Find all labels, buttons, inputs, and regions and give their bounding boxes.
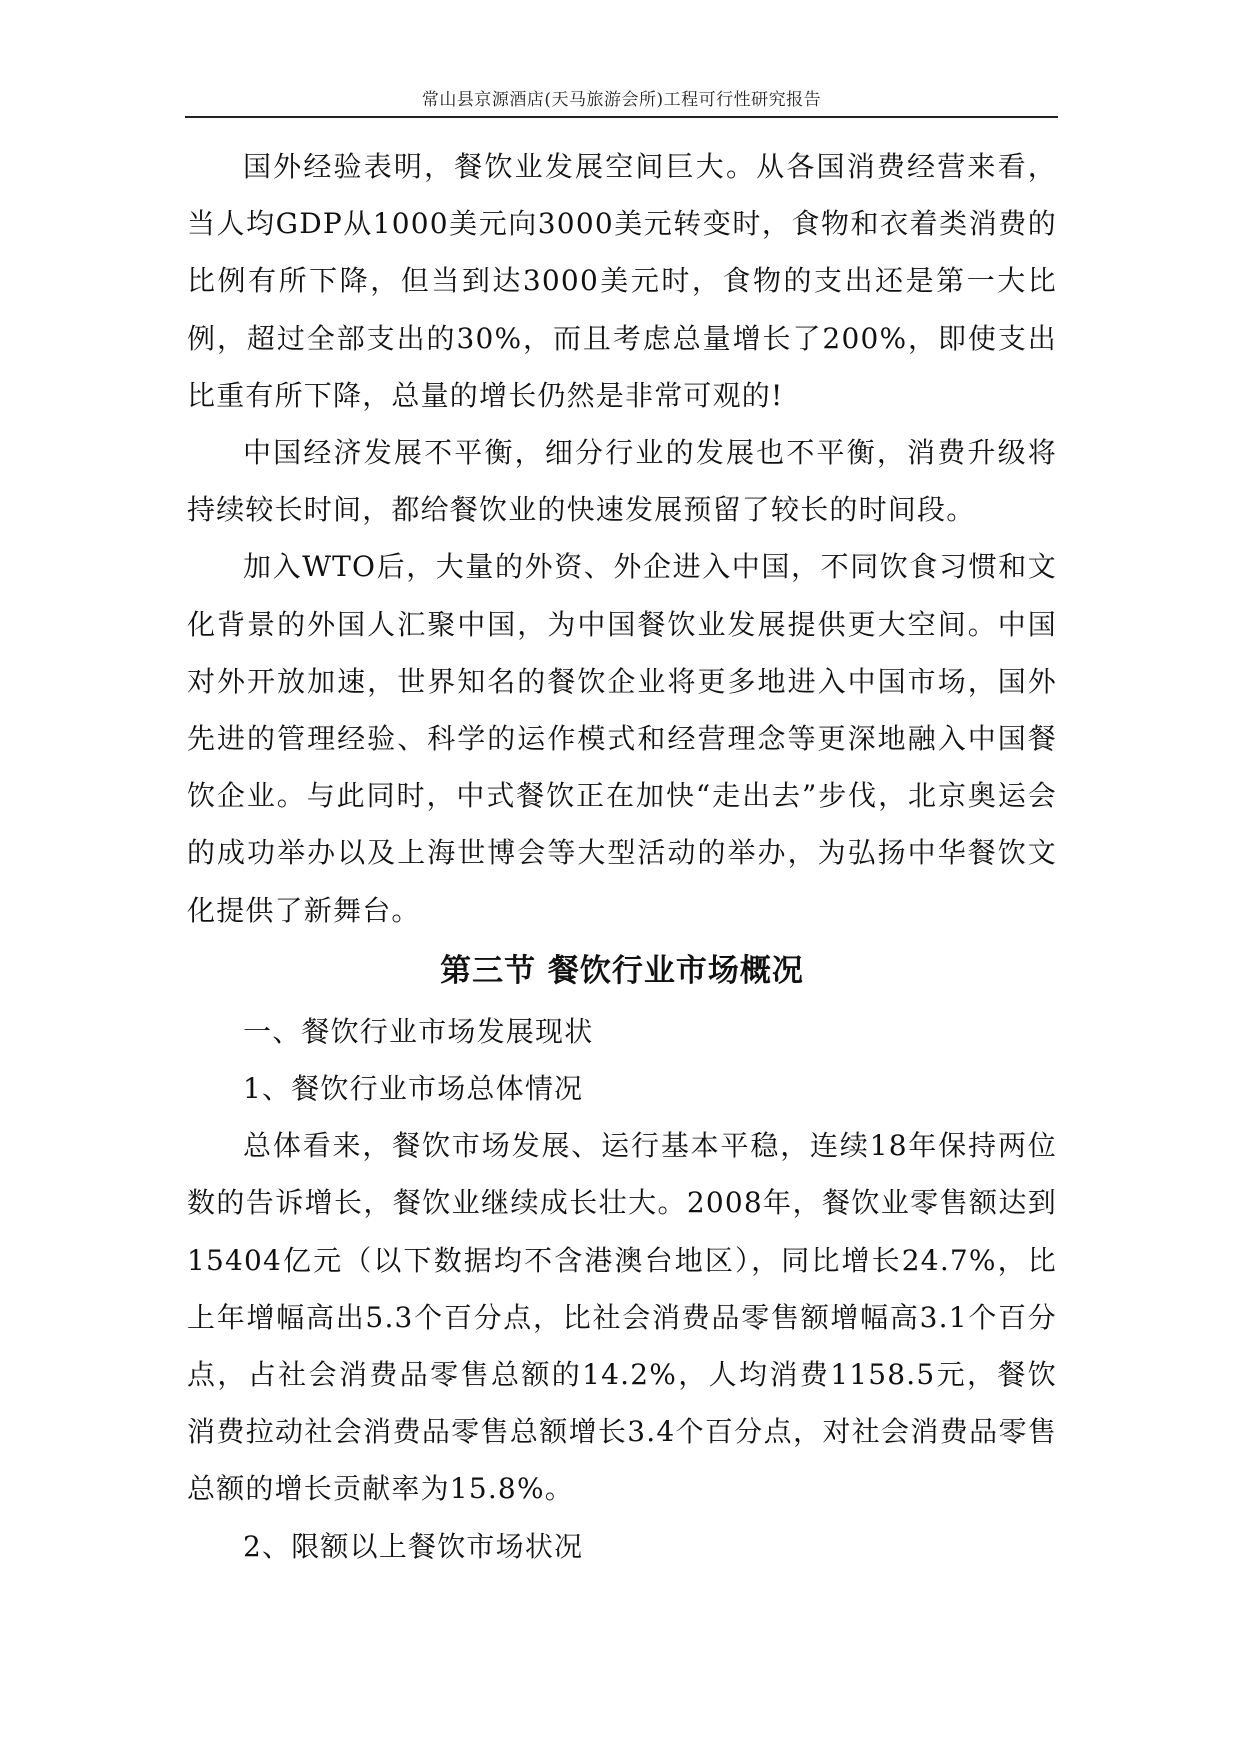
page-header-title: 常山县京源酒店(天马旅游会所)工程可行性研究报告 [421,90,822,110]
heading-above-quota-market: 2、限额以上餐饮市场状况 [243,1529,584,1563]
document-body [187,138,1057,1575]
header-rule [185,116,1058,118]
section-title: 第三节 餐饮行业市场概况 [440,952,804,989]
heading-market-status: 一、餐饮行业市场发展现状 [243,1014,594,1048]
paragraph-wto-entry: 加入WTO后，大量的外资、外企进入中国，不同饮食习惯和文化背景的外国人汇聚中国，为中国餐饮业发展提供更大空间。中国对外开放加速，世界知名的餐饮企业将更多地进入中国市场，国外先进的管理经验、科学的运作模式和经营理念等更深地融入中国餐饮企业。与此同时，中式餐饮正在加快“走出去”步伐，北京奥运会的成功举办以及上海世博会等大型活动的举办，为弘扬中华餐饮文化提供了新舞台。 [187,550,1057,927]
paragraph-china-imbalance: 中国经济发展不平衡，细分行业的发展也不平衡，消费升级将持续较长时间，都给餐饮业的快速发展预留了较长的时间段。 [187,436,1057,527]
paragraph-overall-market: 总体看来，餐饮市场发展、运行基本平稳，连续18年保持两位数的告诉增长，餐饮业继续成长壮大。2008年，餐饮业零售额达到15404亿元（以下数据均不含港澳台地区），同比增长24.7%，比上年增幅高出5.3个百分点，比社会消费品零售额增幅高3.1个百分点，占社会消费品零售总额的14.2%，人均消费1158.5元，餐饮消费拉动社会消费品零售总额增长3.4个百分点，对社会消费品零售总额的增长贡献率为15.8%。 [187,1129,1057,1506]
paragraph-foreign-experience: 国外经验表明，餐饮业发展空间巨大。从各国消费经营来看，当人均GDP从1000美元向3000美元转变时，食物和衣着类消费的比例有所下降，但当到达3000美元时，食物的支出还是第一大比例，超过全部支出的30%，而且考虑总量增长了200%，即使支出比重有所下降，总量的增长仍然是非常可观的! [187,150,1057,412]
heading-overall-situation: 1、餐饮行业市场总体情况 [243,1072,584,1106]
